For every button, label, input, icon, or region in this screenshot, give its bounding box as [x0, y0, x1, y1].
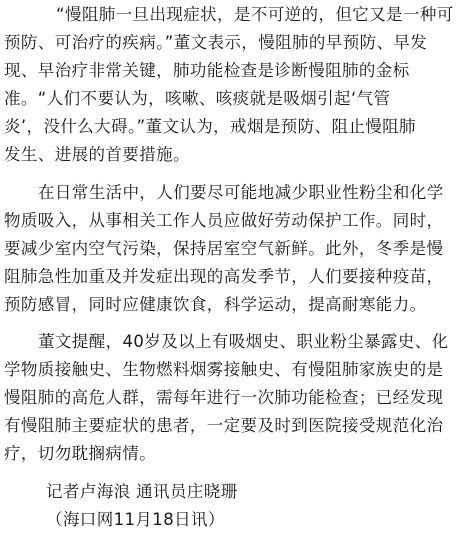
paragraph-1-line-3: 现、早治疗非常关键，肺功能检查是诊断慢阻肺的金标 — [4, 61, 410, 80]
paragraph-3-line-2: 学物质接触史、生物燃料烟雾接触史、有慢阻肺家族史的是 — [4, 360, 444, 379]
paragraph-3-line-4: 有慢阻肺主要症状的患者，一定要及时到医院接受规范化治 — [4, 416, 444, 435]
paragraph-2-line-4: 阻肺急性加重及并发症出现的高发季节，人们要接种疫苗， — [4, 267, 444, 286]
paragraph-3-line-1: 董文提醒，40岁及以上有吸烟史、职业粉尘暴露史、化 — [38, 332, 449, 351]
paragraph-3-line-5: 疗，切勿耽搁病情。 — [4, 444, 157, 463]
paragraph-1-line-6: 发生、进展的首要措施。 — [4, 145, 190, 164]
paragraph-1-line-1: “慢阻肺一旦出现症状，是不可逆的，但它又是一种可 — [56, 5, 454, 24]
paragraph-3-line-3: 慢阻肺的高危人群，需每年进行一次肺功能检查；已经发现 — [4, 388, 444, 407]
paragraph-1-line-5: 炎’，没什么大碍。”董文认为，戒烟是预防、阻止慢阻肺 — [4, 117, 416, 136]
dateline: （海口网11月18日讯） — [46, 510, 225, 529]
paragraph-2-line-3: 要减少室内空气污染，保持居室空气新鲜。此外，冬季是慢 — [4, 239, 444, 258]
paragraph-1-line-4: 准。“人们不要认为，咳嗽、咳痰就是吸烟引起‘气管 — [4, 89, 391, 108]
paragraph-1-line-2: 预防、可治疗的疾病。”董文表示，慢阻肺的早预防、早发 — [4, 33, 428, 52]
paragraph-2-line-2: 物质吸入，从事相关工作人员应做好劳动保护工作。同时， — [4, 211, 444, 230]
byline: 记者卢海浪 通讯员庄晓珊 — [46, 482, 238, 501]
paragraph-2-line-5: 预防感冒，同时应健康饮食，科学运动，提高耐寒能力。 — [4, 295, 427, 314]
paragraph-2-line-1: 在日常生活中，人们要尽可能地减少职业性粉尘和化学 — [38, 183, 444, 202]
